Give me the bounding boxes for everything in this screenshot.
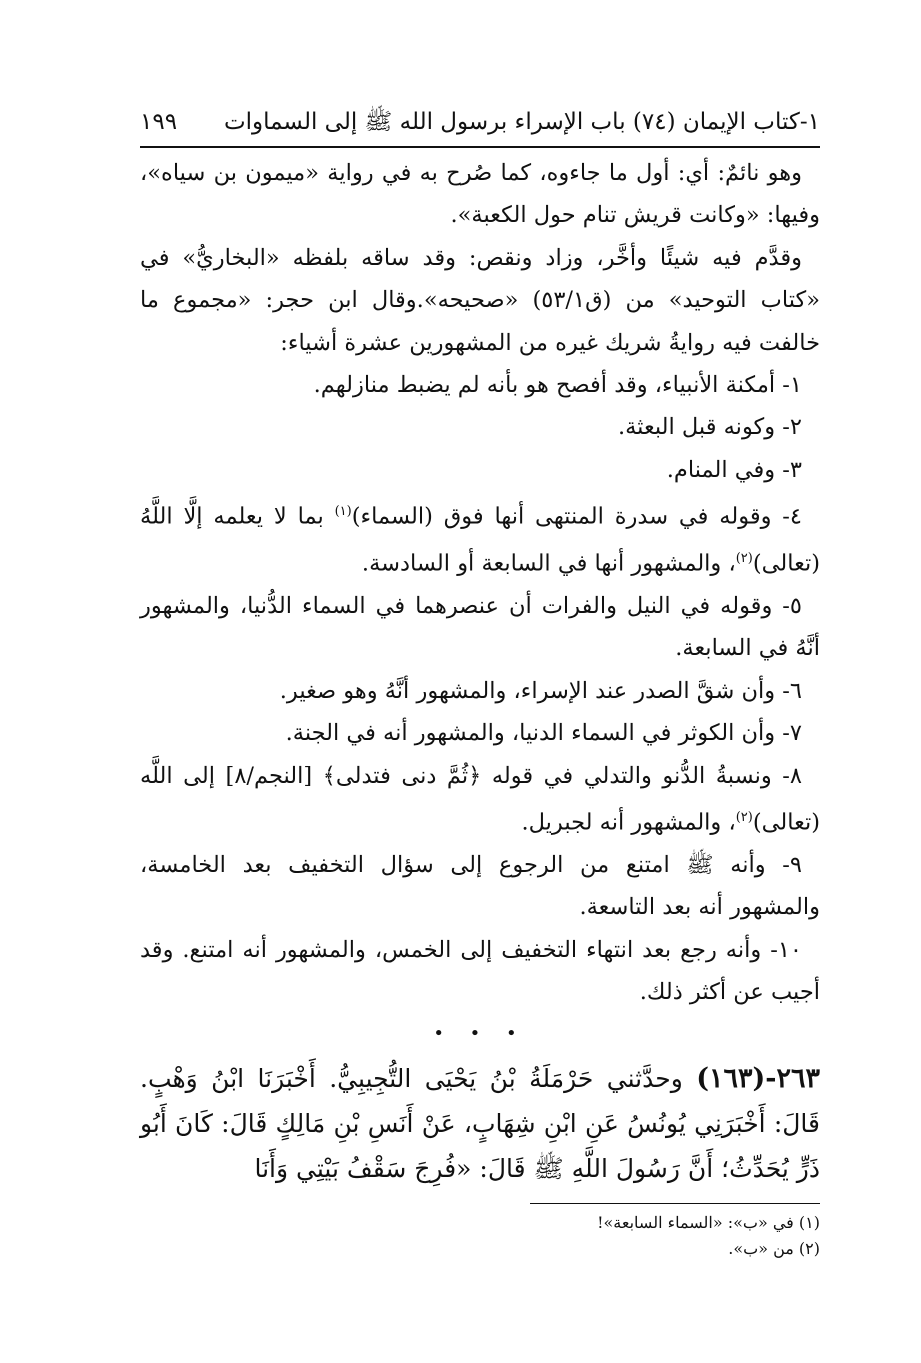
list-item: ٣- وفي المنام.: [666, 456, 802, 483]
list-item: ٥- وقوله في النيل والفرات أن عنصرهما في السماء الدُّنيا، والمشهور أنَّهُ في السابعة.: [140, 593, 820, 662]
footnote-rule: [530, 1203, 820, 1204]
footnote-marker: (١): [334, 504, 352, 520]
paragraph: وهو نائمٌ: أي: أول ما جاءوه، كما صُرح به في رواية «ميمون بن سياه»، وفيها: «وكانت قريش تنام حول الكعبة».: [140, 160, 820, 229]
footnote: (١) في «ب»: «السماء السابعة»!: [597, 1212, 820, 1232]
list-item: [140, 491, 820, 585]
list-item: ٩- وأنه ﷺ امتنع من الرجوع إلى سؤال التخفيف بعد الخامسة، والمشهور أنه بعد التاسعة.: [140, 852, 820, 921]
header-title: ١-كتاب الإيمان (٧٤) باب الإسراء برسول الله ﷺ إلى السماوات: [223, 109, 820, 135]
hadith-body: وحدَّثني حَرْمَلَةُ بْنُ يَحْيَى التُّجِيبِيُّ. أَخْبَرَنَا ابْنُ وَهْبٍ. قَالَ: أَخْبَرَنِي يُونُسُ عَنِ ابْنِ شِهَابٍ، عَنْ أَنَسِ بْنِ مَالِكٍ قَالَ: كَانَ أَبُو ذَرٍّ يُحَدِّثُ؛ أَنَّ رَسُولَ اللَّهِ ﷺ قَالَ: «فُرِجَ سَقْفُ بَيْتِي وَأَنَا: [140, 1063, 820, 1183]
hadith-number: ٢٦٣-(١٦٣): [696, 1062, 820, 1094]
paragraph: وقدَّم فيه شيئًا وأخَّر، وزاد ونقص: وقد ساقه بلفظه «البخاريُّ» في «كتاب التوحيد» من (ق٥٣/١) «صحيحه».وقال ابن حجر: «مجموع ما خالفت فيه روايةُ شريك غيره من المشهورين عشرة أشياء:: [140, 244, 820, 356]
hadith-text: [140, 1056, 820, 1191]
list-item: ٧- وأن الكوثر في السماء الدنيا، والمشهور أنه في الجنة.: [285, 720, 802, 747]
footnote-marker: (٢): [735, 551, 753, 567]
commentary-text: [140, 152, 820, 1014]
footnotes: [140, 1210, 820, 1262]
list-item: ١- أمكنة الأنبياء، وقد أفصح هو بأنه لم يضبط منازلهم.: [313, 372, 802, 399]
item-text: ، والمشهور أنها في السابعة أو السادسة.: [361, 550, 736, 577]
footnote-marker: (٢): [735, 810, 753, 826]
footnote: (٢) من «ب».: [728, 1238, 820, 1258]
item-text: ، والمشهور أنه لجبريل.: [521, 809, 736, 836]
list-item: ١٠- وأنه رجع بعد انتهاء التخفيف إلى الخمس، والمشهور أنه امتنع. وقد أجيب عن أكثر ذلك.: [140, 936, 820, 1006]
list-item: [140, 755, 820, 844]
item-text: بما لا يعلمه إلَّا اللَّهُ (تعالى): [140, 503, 820, 577]
book-page: [140, 100, 820, 1262]
running-header: [140, 100, 820, 144]
item-text: ٤- وقوله في سدرة المنتهى أنها فوق (السماء): [351, 503, 802, 530]
page-number: ١٩٩: [140, 109, 178, 135]
item-text: ٨- ونسبةُ الدُّنو والتدلي في قوله ﴿ثُمَّ دنى فتدلى﴾ [النجم/٨] إلى اللَّه (تعالى): [140, 762, 820, 836]
hadith-paragraph: [140, 1056, 820, 1191]
header-rule: [140, 146, 820, 148]
section-separator: • • •: [433, 1022, 527, 1044]
list-item: ٦- وأن شقَّ الصدر عند الإسراء، والمشهور أنَّهُ وهو صغير.: [279, 677, 802, 704]
list-item: ٢- وكونه قبل البعثة.: [617, 414, 802, 441]
